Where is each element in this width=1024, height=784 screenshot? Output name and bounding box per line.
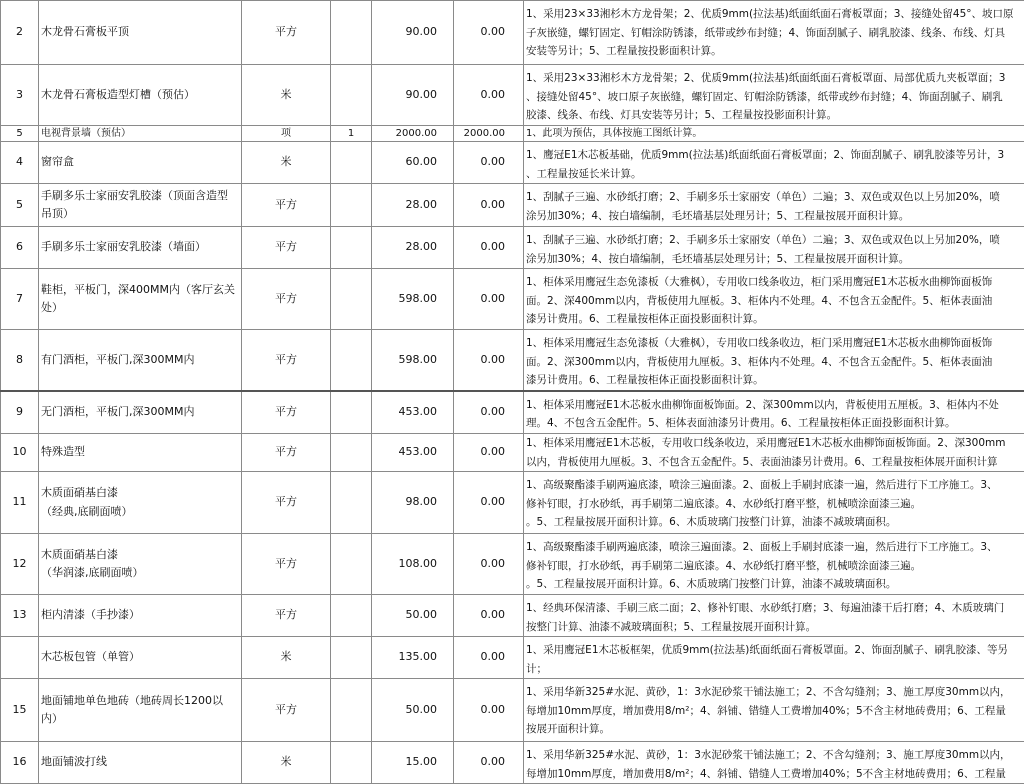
- table-row: [1, 330, 1024, 391]
- item-description: 1、高级聚酯漆手刷两遍底漆，喷涂三遍面漆。2、面板上手刷封底漆一遍，然后进行下工序施工。3、 修补钉眼，打水砂纸，再手刷第二遍底漆。4、水砂纸打磨平整，机械喷涂面漆三遍。 。5、工程量按展开面积计算。6、木质玻璃门按整门计算，油漆不减玻璃面积。: [524, 534, 1024, 595]
- item-unit: 平方: [242, 184, 331, 227]
- row-number: 12: [1, 534, 39, 595]
- table-row: [1, 269, 1024, 330]
- row-number: 2: [1, 1, 39, 65]
- table-row: [1, 227, 1024, 269]
- item-unit: 平方: [242, 434, 331, 472]
- item-unit: 米: [242, 65, 331, 126]
- table-row: [1, 126, 1024, 142]
- item-name: 地面铺波打线: [39, 742, 242, 784]
- item-unit-price: 598.00: [372, 269, 454, 330]
- row-number: 5: [1, 126, 39, 142]
- table-row: [1, 65, 1024, 126]
- item-quantity: [331, 184, 372, 227]
- item-description: 1、刮腻子三遍、水砂纸打磨；2、手刷多乐士家丽安（单色）二遍；3、双色或双色以上另加20%，喷 涂另加30%；4、按白墙编制，毛坯墙基层处理另计；5、工程量按展开面积计算。: [524, 227, 1024, 269]
- row-number: 4: [1, 142, 39, 184]
- item-name: 窗帘盒: [39, 142, 242, 184]
- item-description: 1、柜体采用鹰冠生态免漆板（大雅枫），专用收口线条收边，柜门采用鹰冠E1木芯板水曲柳饰面板饰 面。2、深300mm以内，背板使用九厘板。3、柜体内不处理。4、不包含五金配件。5、柜体表面油 漆另计费用。6、工程量按柜体正面投影面积计算。: [524, 330, 1024, 391]
- item-name: 地面铺地单色地砖（地砖周长1200以内）: [39, 679, 242, 742]
- item-name: 手刷多乐士家丽安乳胶漆（顶面含造型吊顶）: [39, 184, 242, 227]
- item-total: 0.00: [454, 330, 524, 391]
- item-name: 木龙骨石膏板造型灯槽（预估）: [39, 65, 242, 126]
- row-number: 9: [1, 391, 39, 434]
- row-number: 8: [1, 330, 39, 391]
- item-total: 0.00: [454, 142, 524, 184]
- item-unit: 平方: [242, 472, 331, 534]
- row-number: 16: [1, 742, 39, 784]
- item-description: 1、刮腻子三遍、水砂纸打磨；2、手刷多乐士家丽安（单色）二遍；3、双色或双色以上另加20%，喷 涂另加30%；4、按白墙编制，毛坯墙基层处理另计；5、工程量按展开面积计算。: [524, 184, 1024, 227]
- item-quantity: [331, 679, 372, 742]
- item-unit-price: 135.00: [372, 637, 454, 679]
- item-name: 木龙骨石膏板平顶: [39, 1, 242, 65]
- item-name: 无门酒柜，平板门,深300MM内: [39, 391, 242, 434]
- item-description: 1、柜体采用鹰冠E1木芯板，专用收口线条收边，采用鹰冠E1木芯板水曲柳饰面板饰面。2、深300mm 以内，背板使用九厘板。3、不包含五金配件。5、表面油漆另计费用。6、工程量按柜体展开面积计算: [524, 434, 1024, 472]
- table-row: [1, 142, 1024, 184]
- table-row: [1, 534, 1024, 595]
- item-unit-price: 50.00: [372, 679, 454, 742]
- item-total: 0.00: [454, 534, 524, 595]
- item-name: 木质面硝基白漆 （华润漆,底刷面喷）: [39, 534, 242, 595]
- row-number: 13: [1, 595, 39, 637]
- row-number: 6: [1, 227, 39, 269]
- item-unit: 米: [242, 637, 331, 679]
- item-description: 1、此项为预估，具体按施工图纸计算。: [524, 126, 1024, 142]
- item-unit-price: 453.00: [372, 434, 454, 472]
- item-quantity: [331, 595, 372, 637]
- item-total: 0.00: [454, 742, 524, 784]
- item-total: 0.00: [454, 65, 524, 126]
- row-number: [1, 637, 39, 679]
- table-row: [1, 184, 1024, 227]
- item-unit-price: 2000.00: [372, 126, 454, 142]
- item-quantity: [331, 742, 372, 784]
- item-quantity: [331, 227, 372, 269]
- item-description: 1、采用23×33湘杉木方龙骨架；2、优质9mm(拉法基)纸面纸面石膏板罩面；3、接缝处留45°、坡口原 子灰嵌缝，螺钉固定、钉帽涂防锈漆，纸带或纱布封缝；4、饰面刮腻子、刷乳胶漆、线条、布线、灯具 安装等另计；5、工程量按投影面积计算。: [524, 1, 1024, 65]
- item-description: 1、高级聚酯漆手刷两遍底漆，喷涂三遍面漆。2、面板上手刷封底漆一遍，然后进行下工序施工。3、 修补钉眼，打水砂纸，再手刷第二遍底漆。4、水砂纸打磨平整，机械喷涂面漆三遍。 。5、工程量按展开面积计算。6、木质玻璃门按整门计算，油漆不减玻璃面积。: [524, 472, 1024, 534]
- item-total: 0.00: [454, 269, 524, 330]
- item-total: 2000.00: [454, 126, 524, 142]
- item-total: 0.00: [454, 391, 524, 434]
- item-total: 0.00: [454, 434, 524, 472]
- item-unit-price: 453.00: [372, 391, 454, 434]
- item-unit-price: 108.00: [372, 534, 454, 595]
- item-description: 1、柜体采用鹰冠生态免漆板（大雅枫），专用收口线条收边，柜门采用鹰冠E1木芯板水曲柳饰面板饰 面。2、深400mm以内，背板使用九厘板。3、柜体内不处理。4、不包含五金配件。5、柜体表面油 漆另计费用。6、工程量按柜体正面投影面积计算。: [524, 269, 1024, 330]
- item-name: 电视背景墙（预估）: [39, 126, 242, 142]
- table-row: [1, 637, 1024, 679]
- row-number: 15: [1, 679, 39, 742]
- item-quantity: [331, 434, 372, 472]
- item-unit-price: 28.00: [372, 184, 454, 227]
- table-row: [1, 595, 1024, 637]
- item-name: 木质面硝基白漆 （经典,底刷面喷）: [39, 472, 242, 534]
- table-row: [1, 391, 1024, 434]
- item-description: 1、鹰冠E1木芯板基础，优质9mm(拉法基)纸面纸面石膏板罩面；2、饰面刮腻子、刷乳胶漆等另计，3 、工程量按延长米计算。: [524, 142, 1024, 184]
- item-total: 0.00: [454, 595, 524, 637]
- item-description: 1、柜体采用鹰冠E1木芯板水曲柳饰面板饰面。2、深300mm以内，背板使用五厘板。3、柜体内不处 理。4、不包含五金配件。5、柜体表面油漆另计费用。6、工程量按柜体正面投影面积计算。: [524, 391, 1024, 434]
- item-name: 鞋柜，平板门，深400MM内（客厅玄关处）: [39, 269, 242, 330]
- item-total: 0.00: [454, 679, 524, 742]
- item-description: 1、采用华新325#水泥、黄砂，1：3水泥砂浆干铺法施工；2、不含勾缝剂；3、施工厚度30mm以内， 每增加10mm厚度，增加费用8/m²；4、斜铺、错缝人工费增加40%；5不含主材地砖费用；6、工程量: [524, 742, 1024, 784]
- item-unit: 平方: [242, 227, 331, 269]
- item-total: 0.00: [454, 184, 524, 227]
- item-name: 手刷多乐士家丽安乳胶漆（墙面）: [39, 227, 242, 269]
- table-row: [1, 679, 1024, 742]
- item-quantity: [331, 65, 372, 126]
- item-unit: 平方: [242, 391, 331, 434]
- item-name: 柜内清漆（手抄漆）: [39, 595, 242, 637]
- item-unit-price: 15.00: [372, 742, 454, 784]
- item-unit: 平方: [242, 679, 331, 742]
- item-unit-price: 50.00: [372, 595, 454, 637]
- row-number: 11: [1, 472, 39, 534]
- table-row: [1, 742, 1024, 784]
- row-number: 10: [1, 434, 39, 472]
- item-quantity: [331, 1, 372, 65]
- row-number: 3: [1, 65, 39, 126]
- item-unit-price: 98.00: [372, 472, 454, 534]
- item-total: 0.00: [454, 472, 524, 534]
- item-unit: 平方: [242, 534, 331, 595]
- item-unit-price: 28.00: [372, 227, 454, 269]
- item-name: 特殊造型: [39, 434, 242, 472]
- item-quantity: [331, 330, 372, 391]
- item-unit: 平方: [242, 269, 331, 330]
- item-unit: 米: [242, 742, 331, 784]
- item-name: 有门酒柜，平板门,深300MM内: [39, 330, 242, 391]
- item-description: 1、经典环保清漆、手刷三底二面；2、修补钉眼、水砂纸打磨；3、每遍油漆干后打磨；4、木质玻璃门 按整门计算、油漆不减玻璃面积；5、工程量按展开面积计算。: [524, 595, 1024, 637]
- item-unit-price: 90.00: [372, 1, 454, 65]
- item-total: 0.00: [454, 1, 524, 65]
- item-description: 1、采用23×33湘杉木方龙骨架；2、优质9mm(拉法基)纸面纸面石膏板罩面、局部优质九夹板罩面；3 、接缝处留45°、坡口原子灰嵌缝，螺钉固定、钉帽涂防锈漆，纸带或纱布封缝；4、饰面刮腻子、刷乳 胶漆、线条、布线、灯具安装等另计；5、工程量按投影面积计算。: [524, 65, 1024, 126]
- item-unit-price: 598.00: [372, 330, 454, 391]
- item-unit: 平方: [242, 1, 331, 65]
- item-unit-price: 60.00: [372, 142, 454, 184]
- item-unit: 项: [242, 126, 331, 142]
- item-quantity: [331, 269, 372, 330]
- item-quantity: [331, 472, 372, 534]
- table-row: [1, 1, 1024, 65]
- item-total: 0.00: [454, 227, 524, 269]
- item-quantity: [331, 534, 372, 595]
- item-name: 木芯板包管（单管）: [39, 637, 242, 679]
- item-total: 0.00: [454, 637, 524, 679]
- row-number: 7: [1, 269, 39, 330]
- table-row: [1, 434, 1024, 472]
- item-description: 1、采用华新325#水泥、黄砂，1：3水泥砂浆干铺法施工；2、不含勾缝剂；3、施工厚度30mm以内， 每增加10mm厚度，增加费用8/m²；4、斜铺、错缝人工费增加40%；5不含主材地砖费用；6、工程量 按展开面积计算。: [524, 679, 1024, 742]
- item-description: 1、采用鹰冠E1木芯板框架，优质9mm(拉法基)纸面纸面石膏板罩面。2、饰面刮腻子、刷乳胶漆、等另 计；: [524, 637, 1024, 679]
- item-quantity: [331, 391, 372, 434]
- item-quantity: [331, 142, 372, 184]
- table-row: [1, 472, 1024, 534]
- item-quantity: [331, 637, 372, 679]
- item-quantity: 1: [331, 126, 372, 142]
- item-unit: 平方: [242, 595, 331, 637]
- item-unit: 平方: [242, 330, 331, 391]
- item-unit: 米: [242, 142, 331, 184]
- row-number: 5: [1, 184, 39, 227]
- item-unit-price: 90.00: [372, 65, 454, 126]
